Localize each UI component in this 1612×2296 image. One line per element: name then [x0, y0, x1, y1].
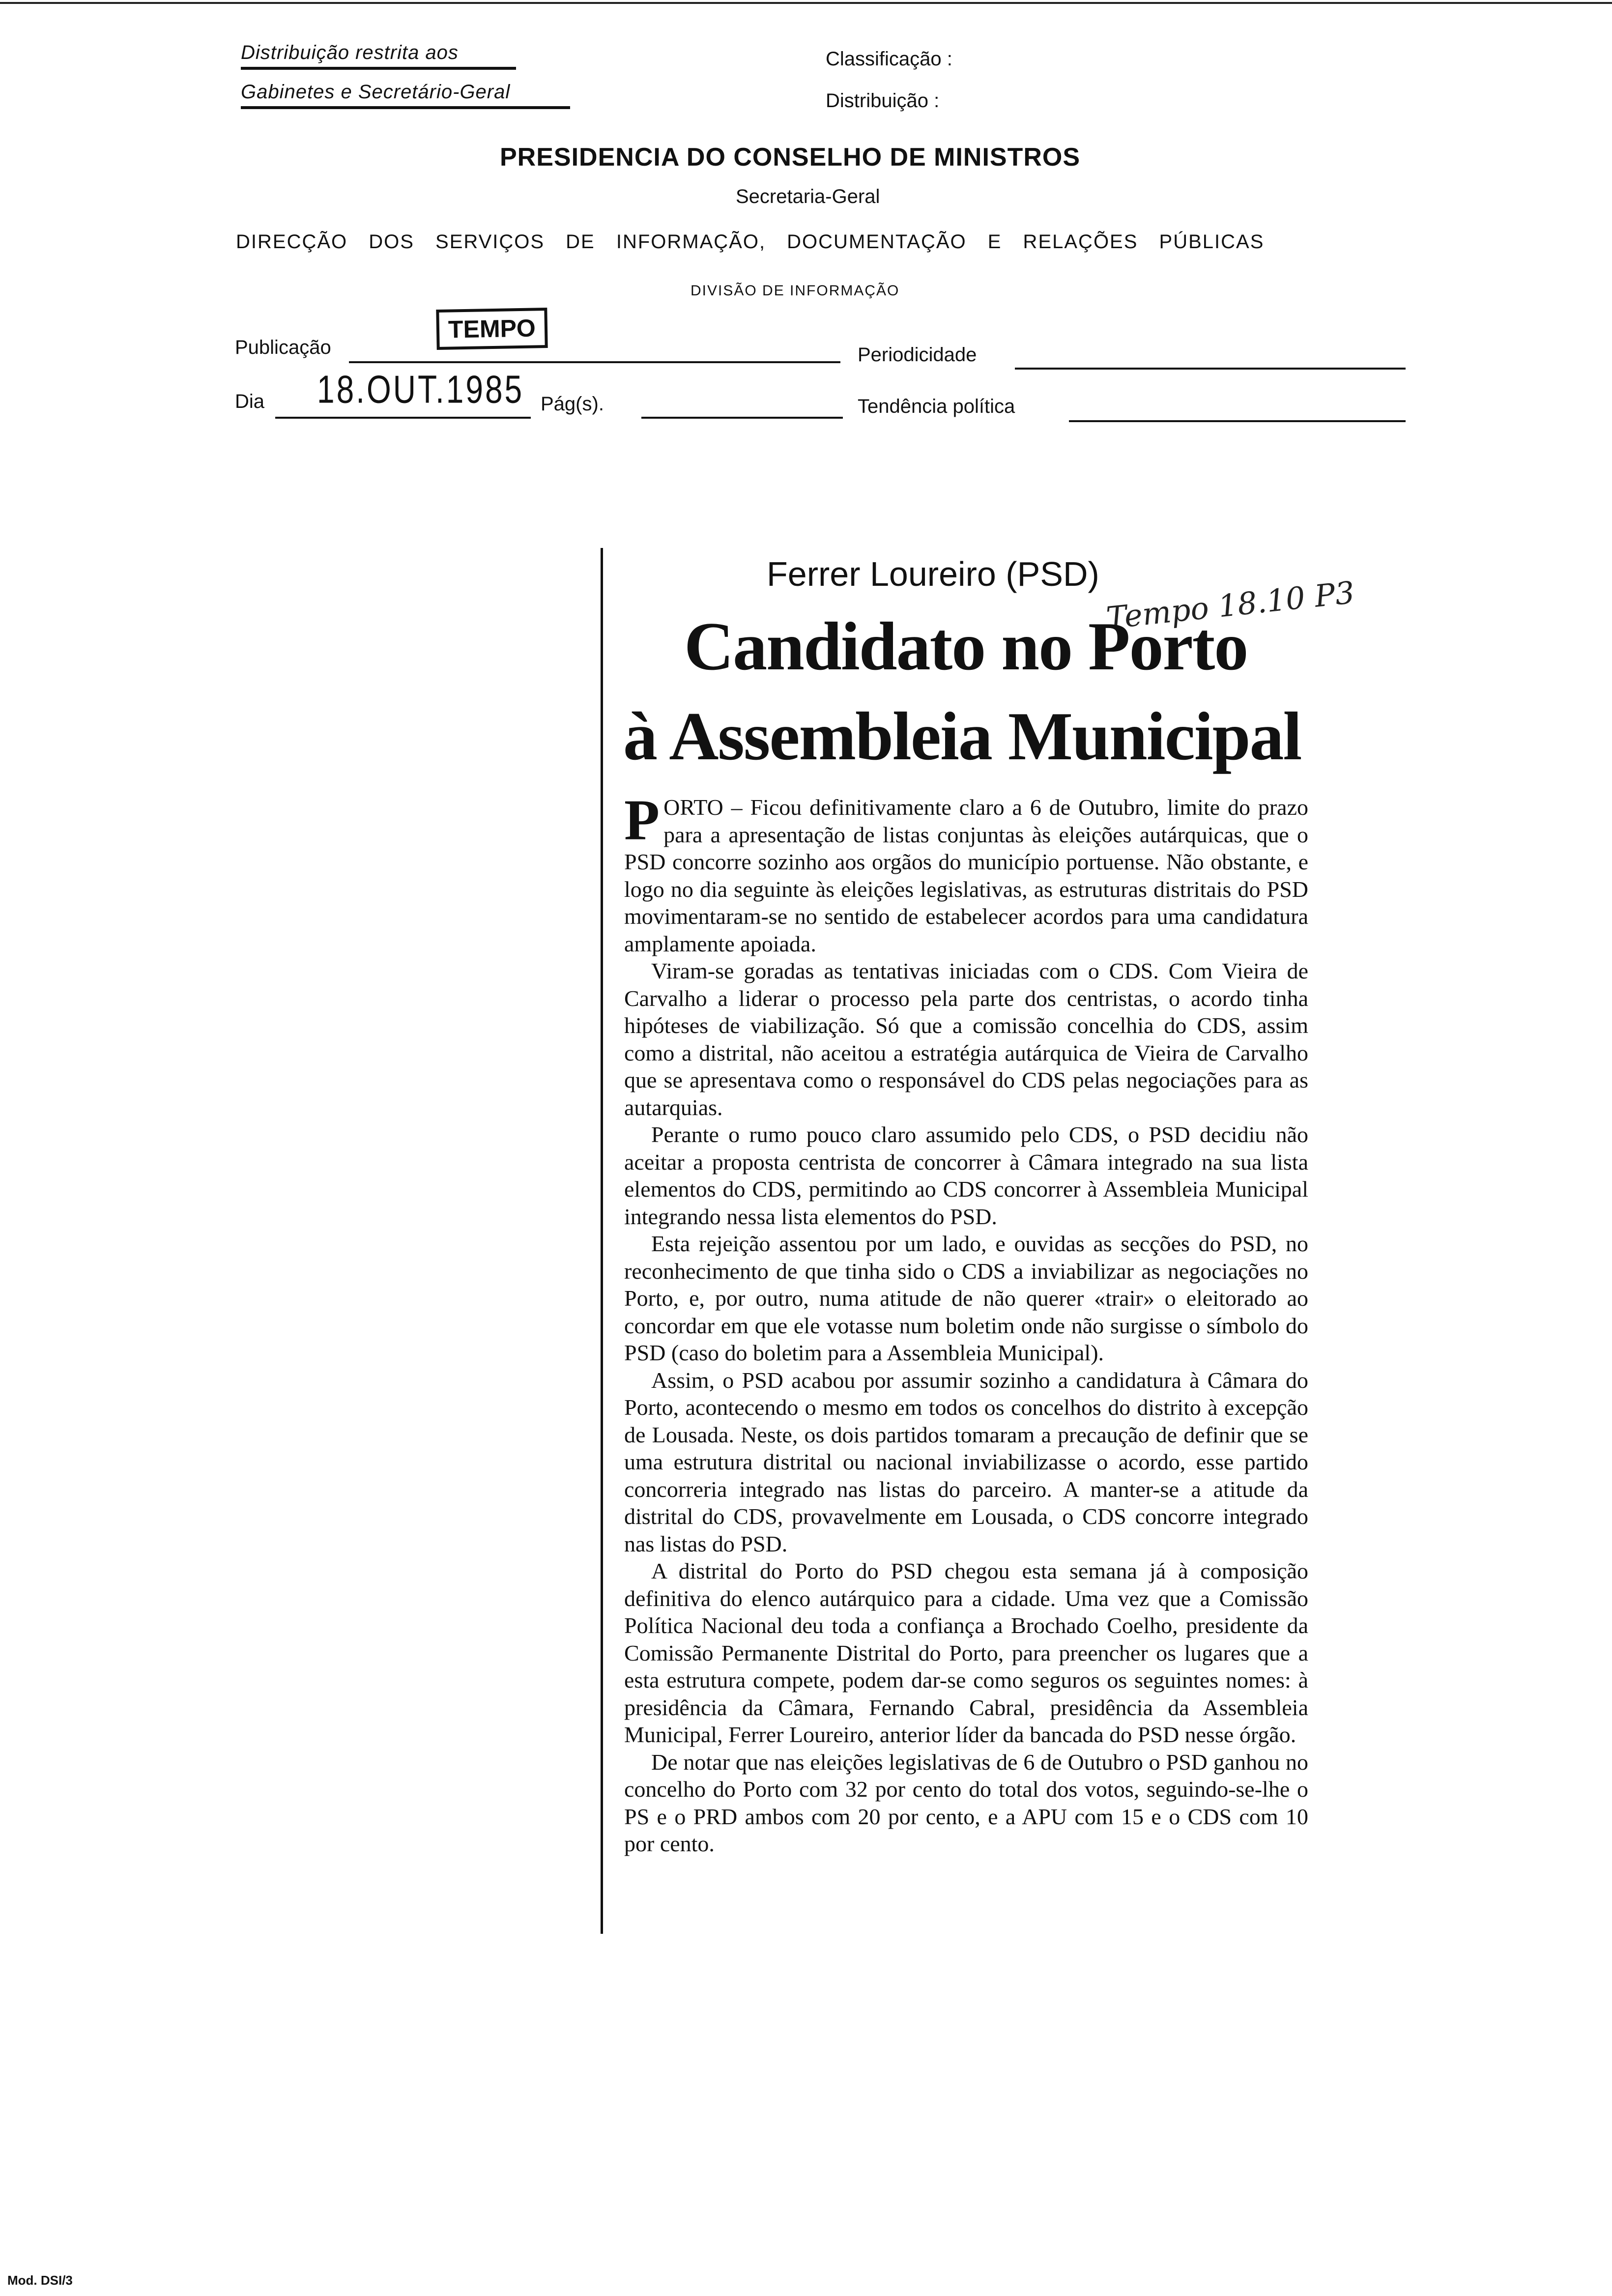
- handwritten-annotation: Tempo 18.10 P3: [1104, 574, 1356, 636]
- periodicidade-field-line: [1015, 368, 1406, 370]
- top-border-line: [0, 2, 1612, 4]
- form-code: Mod. DSI/3: [7, 2273, 73, 2288]
- tendencia-field-line: [1069, 420, 1406, 422]
- publicacao-field-line: [349, 361, 840, 363]
- headline-line2: à Assembleia Municipal: [623, 698, 1301, 775]
- article-paragraph: Perante o rumo pouco claro assumido pelo CDS, o PSD decidiu não aceitar a proposta centrista de concorrer à Câmara integrado na sua lista elementos do CDS, permitindo ao CDS concorrer à Assembleia Municipal integrando nessa lista elementos do PSD.: [624, 1122, 1308, 1229]
- paragraph-text: ORTO – Ficou definitivamente claro a 6 de Outubro, limite do prazo para a apresentação de listas conjuntas às eleições autárquicas, que o PSD concorre sozinho aos orgãos do município portuense. Não obstante, e logo no dia seguinte às eleições legislativas, as estruturas distritais do PSD movimentaram-se no sentido de estabelecer acordos para uma candidatura amplamente apoiada.: [624, 795, 1308, 956]
- periodicidade-label: Periodicidade: [858, 344, 977, 366]
- classificacao-label: Classificação :: [826, 48, 952, 70]
- clipping-left-rule: [601, 548, 603, 1934]
- distribution-restriction-line1: Distribuição restrita aos: [241, 42, 516, 70]
- organization-title: PRESIDENCIA DO CONSELHO DE MINISTROS: [500, 143, 1081, 172]
- pags-field-line: [641, 417, 843, 419]
- dia-field-line: [275, 417, 531, 419]
- date-stamp: 18.OUT.1985: [317, 367, 524, 411]
- article-paragraph: Viram-se goradas as tentativas iniciadas com o CDS. Com Vieira de Carvalho a liderar o processo pela parte dos centristas, o acordo tinha hipóteses de viabilização. Só que a comissão concelhia do CDS, assim como a distrital, não aceitou a estratégia autárquica de Vieira de Carvalho que se apresentava como o responsável do CDS pelas negociações para as autarquias.: [624, 958, 1308, 1120]
- distribution-restriction-line2: Gabinetes e Secretário-Geral: [241, 81, 570, 109]
- article-paragraph: [624, 788, 1308, 957]
- division-label: DIVISÃO DE INFORMAÇÃO: [691, 283, 900, 299]
- pags-label: Pág(s).: [541, 393, 604, 415]
- article-paragraph: Assim, o PSD acabou por assumir sozinho a candidatura à Câmara do Porto, acontecendo o mesmo em todos os concelhos do distrito à excepção de Lousada. Neste, os dois partidos tomaram a precaução de definir que se uma estrutura distrital ou nacional inviabilizasse o acordo, esse partido concorreria integrado nas listas do parceiro. A manter-se a atitude da distrital do CDS, provavelmente em Lousada, o CDS concorre integrado nas listas do PSD.: [624, 1367, 1308, 1556]
- article-body: [624, 788, 1308, 1858]
- article-paragraph: A distrital do Porto do PSD chegou esta semana já à composição definitiva do elenco autárquico para a cidade. Uma vez que a Comissão Política Nacional deu toda a confiança a Brochado Coelho, presidente da Comissão Permanente Distrital do Porto, para preencher os lugares que a esta estrutura compete, podem dar-se como seguros os seguintes nomes: à presidência da Câmara, Fernando Cabral, presidência da Assembleia Municipal, Ferrer Loureiro, anterior líder da bancada do PSD nesse órgão.: [624, 1558, 1308, 1747]
- article-paragraph: Esta rejeição assentou por um lado, e ouvidas as secções do PSD, no reconhecimento de que tinha sido o CDS a inviabilizar as negociações no Porto, e, por outro, numa atitude de não querer «trair» o eleitorado ao concordar em que ele votasse num boletim onde não surgisse o símbolo do PSD (caso do boletim para a Assembleia Municipal).: [624, 1231, 1308, 1365]
- tendencia-label: Tendência política: [858, 396, 1015, 417]
- secretariat-label: Secretaria-Geral: [736, 186, 880, 207]
- distribuicao-label: Distribuição :: [826, 90, 940, 112]
- dia-label: Dia: [235, 391, 265, 412]
- article-paragraph: De notar que nas eleições legislativas de 6 de Outubro o PSD ganhou no concelho do Porto com 32 por cento do total dos votos, seguindo-se-lhe o PS e o PRD ambos com 20 por cento, e a APU com 15 e o CDS com 10 por cento.: [624, 1749, 1308, 1856]
- publicacao-label: Publicação: [235, 337, 331, 358]
- drop-cap: P: [624, 788, 660, 852]
- article-kicker: Ferrer Loureiro (PSD): [767, 555, 1099, 593]
- headline-line1: Candidato no Porto: [684, 608, 1248, 685]
- directorate-title: DIRECÇÃO DOS SERVIÇOS DE INFORMAÇÃO, DOCUMENTAÇÃO E RELAÇÕES PÚBLICAS: [236, 231, 1265, 253]
- publication-stamp: TEMPO: [436, 308, 547, 350]
